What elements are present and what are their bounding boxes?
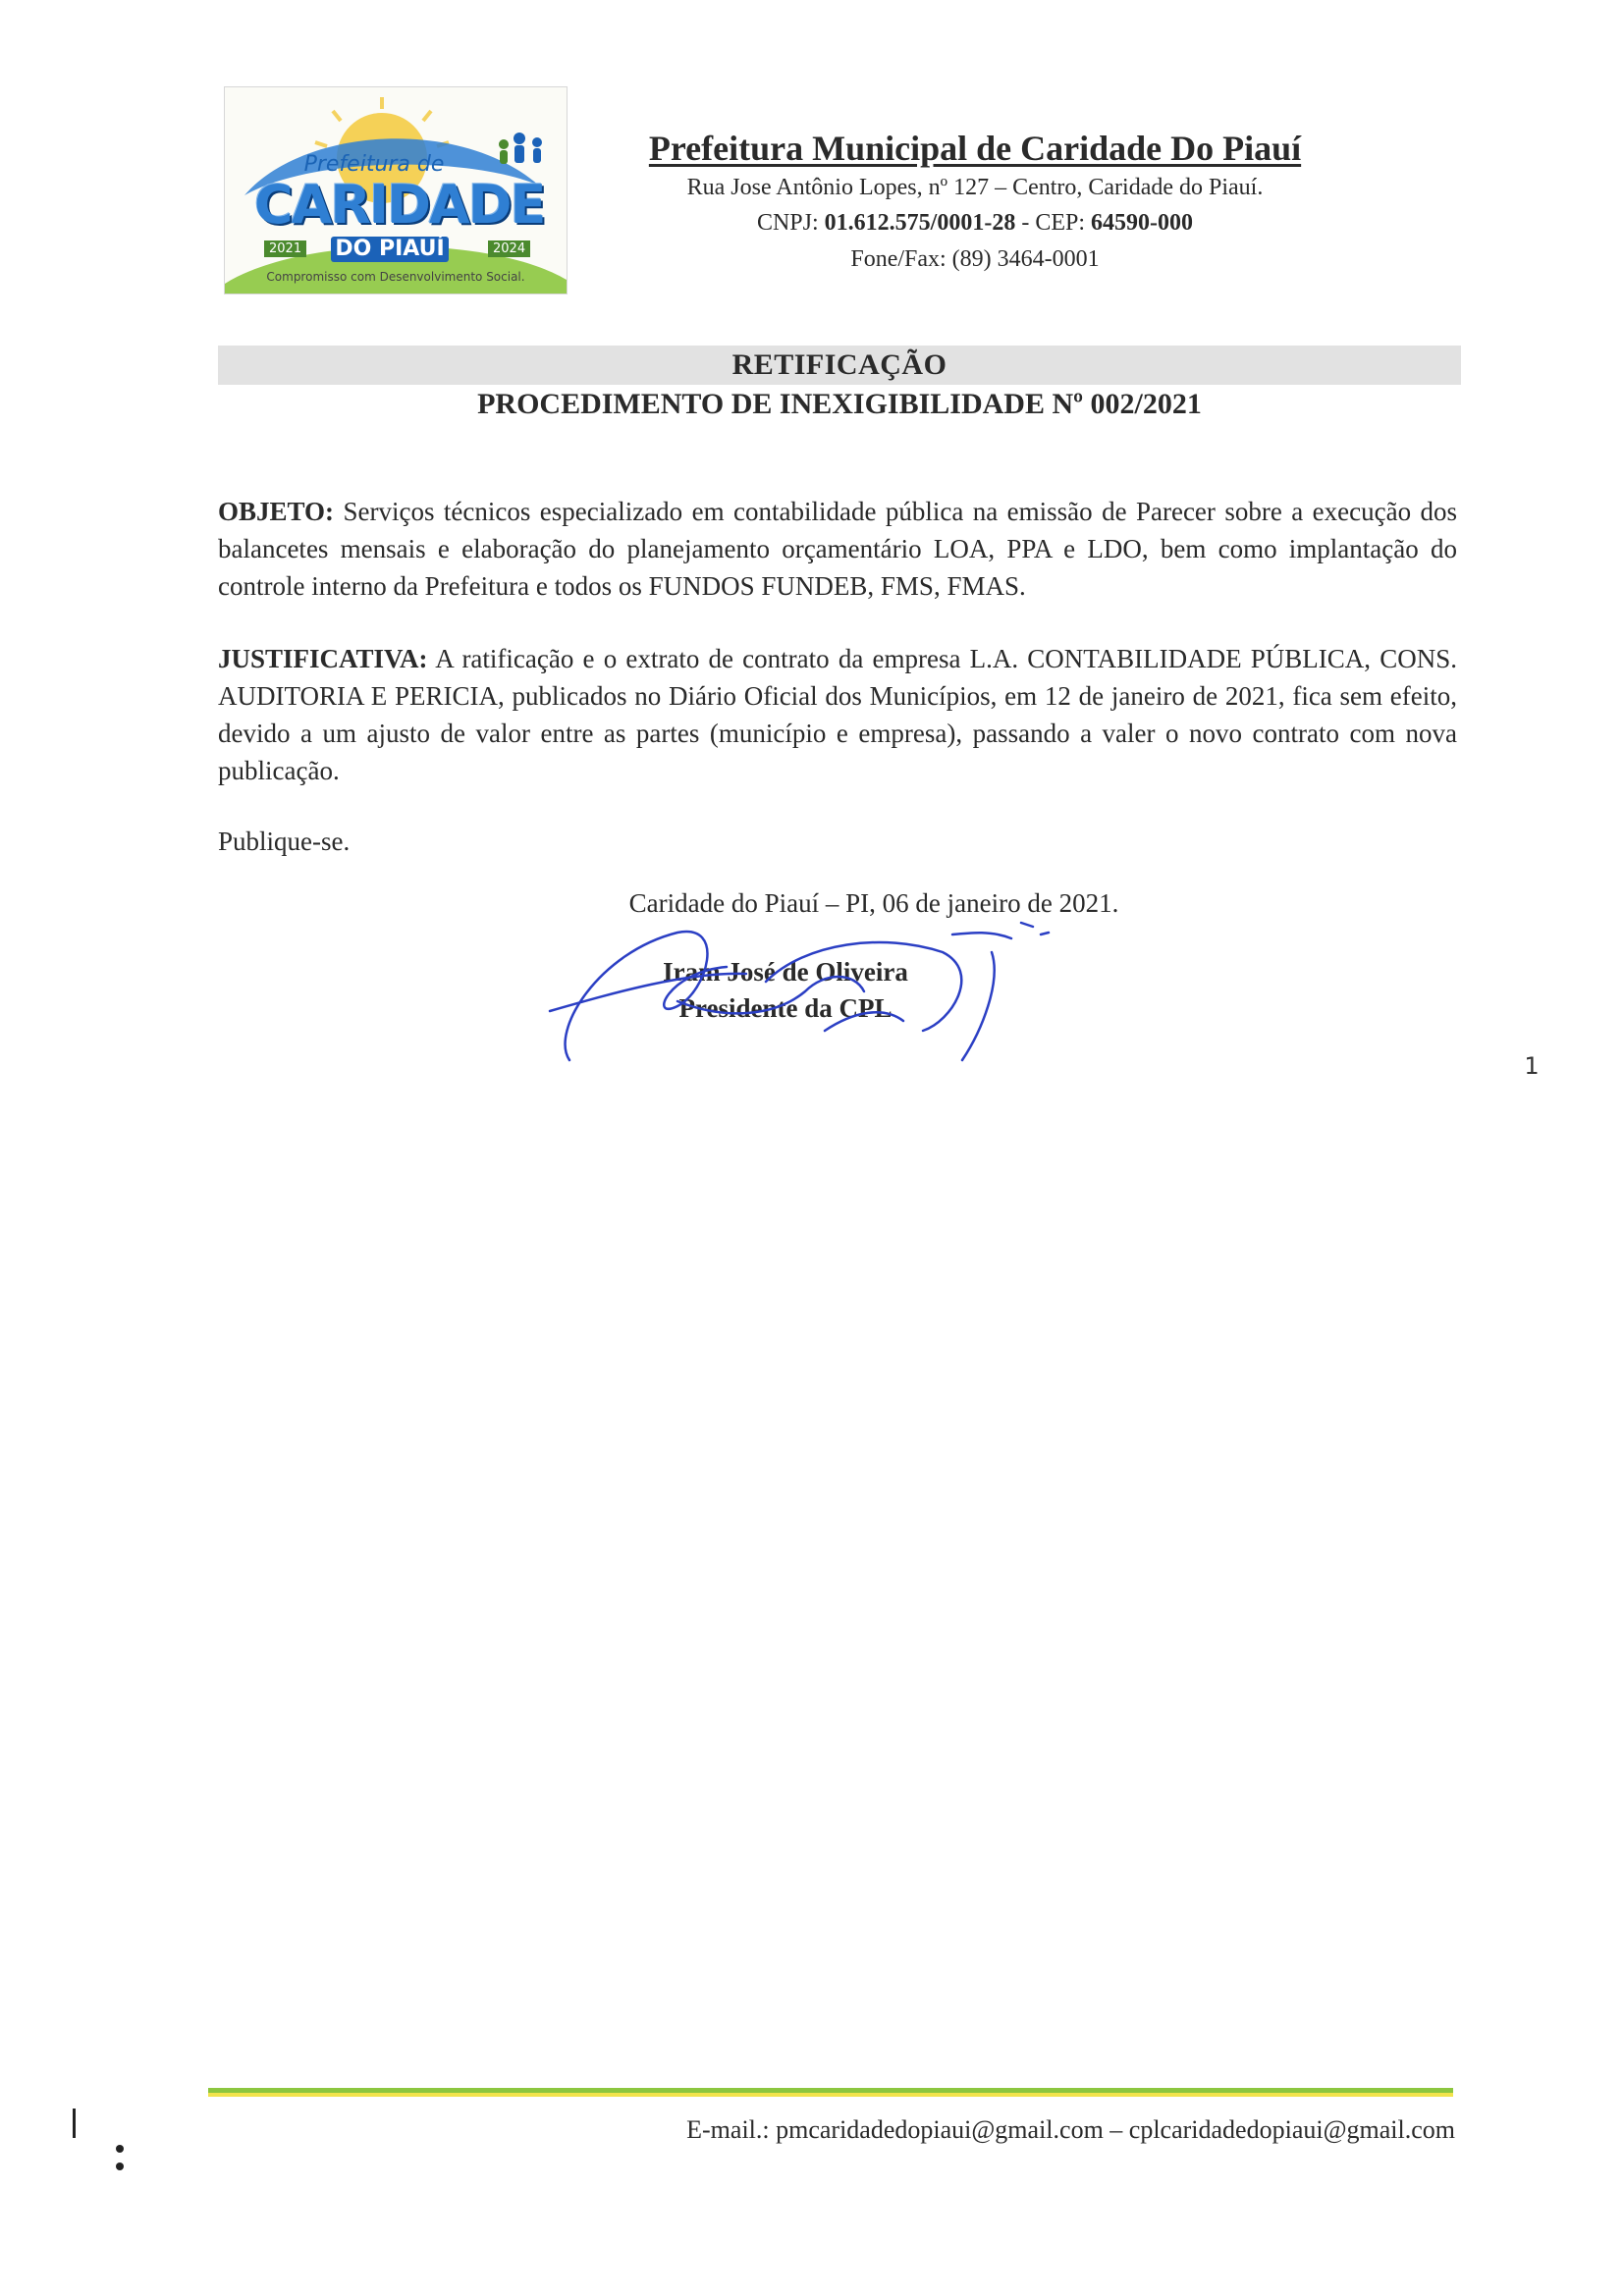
cnpj-label: CNPJ: [756,210,825,236]
justificativa-text: A ratificação e o extrato de contrato da empresa L.A. CONTABILIDADE PÚBLICA, CONS. AUDITORIA E PERICIA, publicados no Diário Oficial dos Municípios, em 12 de janeiro de 2021, fica sem efeito, devido a um ajusto de valor entre as partes (município e empresa), passando a valer o novo contrato com nova publicação. [218,644,1457,785]
document-title: RETIFICAÇÃO [731,348,947,381]
scan-artifact-line [73,2109,76,2138]
document-subtitle: PROCEDIMENTO DE INEXIGIBILIDADE Nº 002/2021 [477,388,1202,420]
header-address: Rua Jose Antônio Lopes, nº 127 – Centro, Caridade do Piauí. [686,175,1264,200]
justificativa-label: JUSTIFICATIVA: [218,644,428,673]
logo-tagline: Compromisso com Desenvolvimento Social. [266,270,525,284]
place-date: Caridade do Piauí – PI, 06 de janeiro de 2021. [628,888,1119,918]
logo-do-piaui-text: DO PIAUÍ [331,237,449,262]
municipality-logo [224,86,568,294]
cep-label: - CEP: [1015,210,1092,236]
cnpj-value: 01.612.575/0001-28 [824,210,1016,236]
header-cnpj-cep [622,210,1328,237]
justificativa-paragraph [218,640,1457,789]
objeto-paragraph [218,493,1457,605]
footer-rule-yellow [208,2093,1453,2097]
objeto-text: Serviços técnicos especializado em contabilidade pública na emissão de Parecer sobre a execução dos balancetes mensais e elaboração do planejamento orçamentário LOA, PPA e LDO, bem como implantação do controle interno da Prefeitura e todos os FUNDOS FUNDEB, FMS, FMAS. [218,497,1457,601]
logo-prefeitura-text: Prefeitura de [303,152,445,177]
header-phone: Fone/Fax: (89) 3464-0001 [850,246,1100,272]
footer-email: E-mail.: pmcaridadedopiaui@gmail.com – cplcaridadedopiaui@gmail.com [686,2115,1455,2144]
cep-value: 64590-000 [1091,210,1194,236]
page-number: 1 [1524,1052,1540,1080]
publique-se-text: Publique-se. [218,827,351,856]
logo-year-end: 2024 [488,240,530,257]
objeto-label: OBJETO: [218,497,335,526]
signer-name: Iram José de Oliveira [663,957,908,987]
handwritten-signature-icon [530,913,1100,1080]
scan-artifact-dot [116,2163,124,2170]
header-title: Prefeitura Municipal de Caridade Do Piauí [648,129,1302,168]
scan-artifact-dot [116,2145,124,2153]
logo-year-start: 2021 [264,240,306,257]
signer-role: Presidente da CPL [678,993,893,1023]
logo-caridade-text: CARIDADE [254,174,545,236]
